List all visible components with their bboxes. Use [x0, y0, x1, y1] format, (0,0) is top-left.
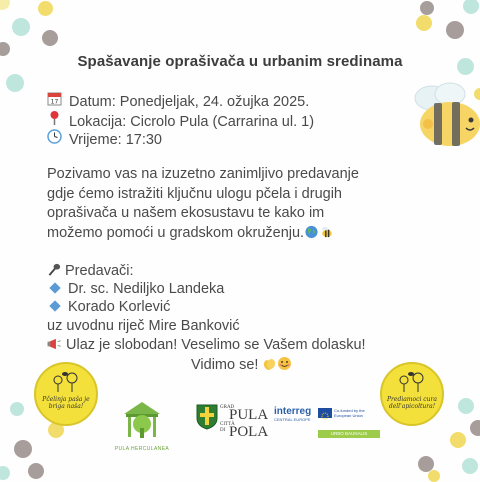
speaker-item [47, 281, 224, 297]
city-of-pula-logo [196, 404, 269, 450]
decor-dot [6, 74, 24, 92]
location-line [47, 110, 314, 130]
city-line4: DI [220, 428, 226, 433]
microphone-icon [47, 263, 65, 279]
intro-line: Pozivamo vas na izuzetno zanimljivo predavanje [47, 166, 359, 182]
intro-line: možemo pomoći u gradskom okruženju. [47, 224, 305, 241]
city-line1: GRAD [220, 405, 235, 410]
right-badge-text: Prediamoci cura dell'apicoltura! [387, 396, 437, 410]
location-pin-icon [47, 110, 65, 129]
speaker-name: Dr. sc. Nediljko Landeka [68, 281, 225, 297]
speaker-item [47, 299, 170, 315]
decor-dot [14, 440, 32, 458]
calendar-icon [47, 91, 65, 109]
diamond-bullet-icon [49, 300, 60, 311]
city-line5: POLA [229, 424, 269, 440]
coat-of-arms-icon [196, 404, 218, 430]
earth-icon [304, 225, 319, 241]
decor-dot [416, 15, 432, 31]
left-badge-logo [34, 362, 98, 426]
decor-dot [458, 398, 474, 414]
decor-dot [38, 1, 53, 16]
date-line [47, 91, 309, 110]
closing-text: Vidimo se! [191, 357, 259, 373]
time-text: Vrijeme: 17:30 [69, 132, 162, 148]
decor-dot [28, 463, 44, 479]
decor-dot [450, 432, 466, 448]
urbo-label: URBO BAUNALIS [318, 430, 380, 438]
intro-paragraph [47, 165, 427, 243]
speakers-heading: Predavači: [65, 263, 134, 279]
decor-dot [446, 21, 464, 39]
clock-icon [47, 129, 65, 147]
city-line2: PULA [229, 407, 269, 423]
decor-dot [462, 458, 478, 474]
decor-dot [428, 470, 440, 482]
diamond-bullet-icon [49, 282, 60, 293]
opening-line: uz uvodnu riječ Mire Banković [47, 318, 240, 334]
clapping-hands-icon [262, 357, 277, 373]
city-line3: CITTÀ [220, 422, 235, 427]
decor-dot [10, 402, 24, 416]
temple-tree-icon [118, 400, 166, 440]
intro-line-last [47, 224, 427, 244]
speaker-name: Korado Korlević [68, 299, 171, 315]
bee-illustration [404, 82, 480, 152]
interreg-text: interreg [274, 406, 312, 417]
decor-dot [0, 466, 10, 480]
intro-line: oprašivača u našem ekosustavu te kako im [47, 205, 325, 221]
decor-dot [463, 0, 479, 14]
time-line [47, 129, 162, 148]
decor-dot [470, 420, 480, 436]
decor-dot [42, 30, 58, 46]
entry-line [47, 337, 366, 353]
bees-flowers-icon [48, 370, 84, 394]
decor-dot [420, 1, 434, 15]
bees-flowers-icon [394, 370, 430, 394]
date-text: Datum: Ponedjeljak, 24. ožujka 2025. [69, 94, 310, 110]
right-badge-logo [380, 362, 444, 426]
left-badge-text: Pčelinja paša je briga naša! [42, 396, 90, 410]
interreg-logo [274, 406, 384, 442]
eu-text: Co-funded by the European Union [334, 408, 365, 418]
intro-line: gdje ćemo istražiti ključnu ulogu pčela i drugih [47, 185, 342, 202]
smiling-face-icon [277, 357, 292, 373]
pula-herculanea-text: PULA HERCULANEA [114, 446, 170, 452]
interreg-sub-text: CENTRAL EUROPE [274, 417, 311, 422]
closing-line [191, 356, 292, 373]
megaphone-icon [47, 337, 66, 353]
bee-icon [319, 225, 334, 241]
decor-dot [12, 18, 30, 36]
svg-text:17: 17 [50, 98, 59, 106]
event-title: Spašavanje oprašivača u urbanim sredinama [77, 53, 403, 70]
pula-herculanea-logo [114, 400, 170, 452]
decor-dot [0, 0, 10, 10]
location-text: Lokacija: Cicrolo Pula (Carrarina ul. 1) [69, 114, 315, 130]
eu-flag-icon [318, 408, 332, 418]
entry-text: Ulaz je slobodan! Veselimo se Vašem dolasku! [66, 337, 366, 353]
speakers-heading-line [47, 263, 134, 279]
